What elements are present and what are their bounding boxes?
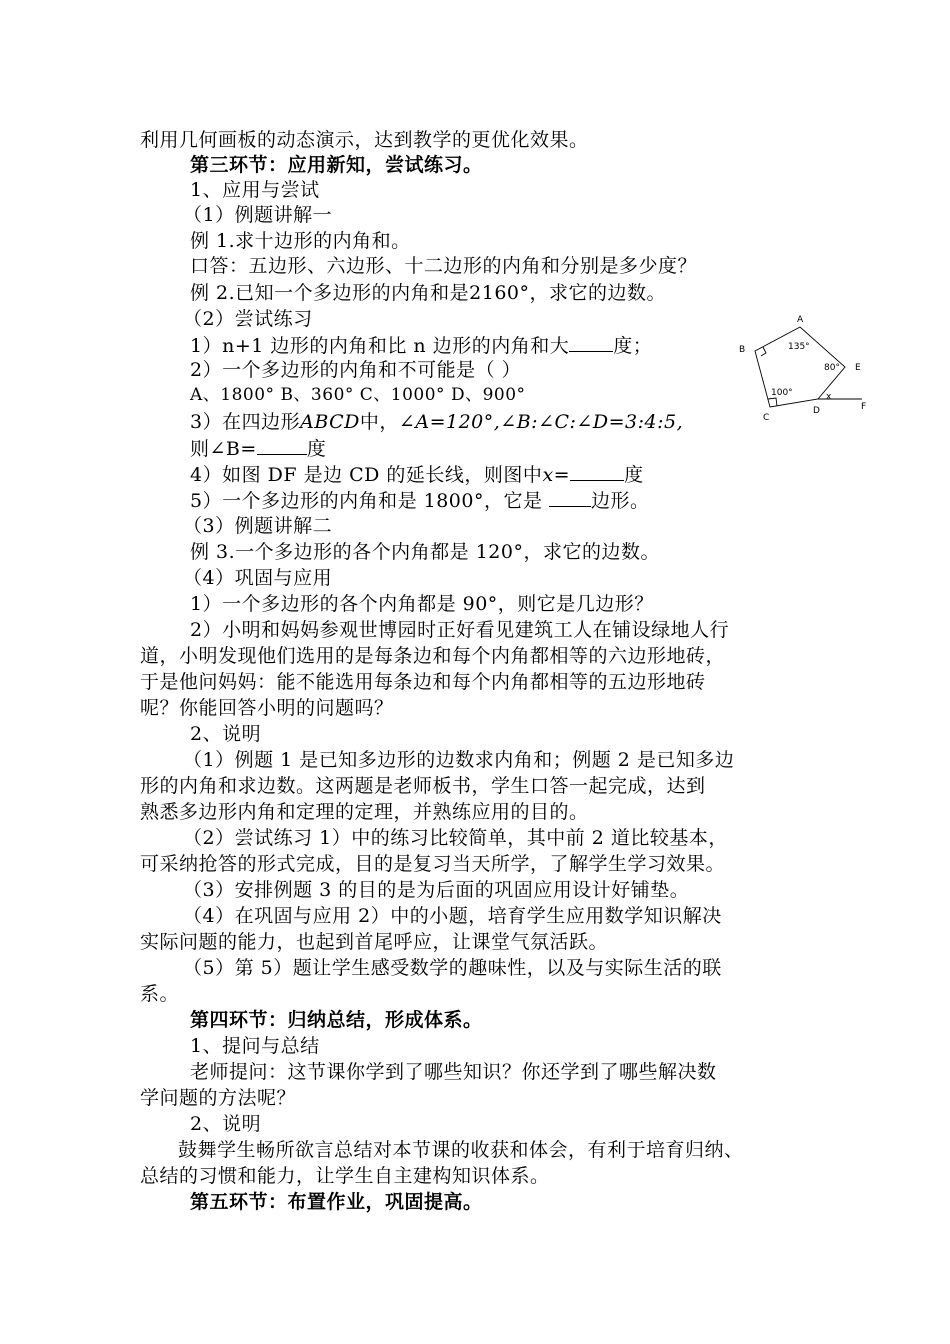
- practice-4-suffix: 度: [624, 464, 644, 486]
- practice-5-suffix: 边形。: [591, 490, 650, 512]
- label-c: C: [763, 413, 770, 423]
- line-practice-1: [190, 333, 652, 358]
- line-practice-2-options: A、1800° B、360° C、1000° D、900°: [190, 385, 526, 405]
- line-oral-answer: 口答：五边形、六边形、十二边形的内角和分别是多少度？: [190, 255, 698, 277]
- line-example-2: 例 2.已知一个多边形的内角和是2160°，求它的边数。: [190, 282, 667, 304]
- label-x: x: [826, 392, 832, 402]
- practice-4-text: 4）如图 DF 是边 CD 的延长线，则图中: [190, 464, 543, 486]
- line-example-3-heading: （3）例题讲解二: [183, 515, 333, 537]
- label-e: E: [855, 363, 861, 373]
- practice-4-x: x=: [542, 464, 571, 486]
- section-4-heading: 第四环节：归纳总结，形成体系。: [190, 1009, 483, 1031]
- line-explain-4b: 实际问题的能力，也起到首尾呼应，让课堂气氛活跃。: [140, 931, 609, 953]
- line-practice-5: [190, 488, 650, 513]
- line-consolidate-2c: 于是他问妈妈：能不能选用每条边和每个内角都相等的五边形地砖: [140, 671, 706, 693]
- line-intro: 利用几何画板的动态演示，达到教学的更优化效果。: [140, 129, 589, 151]
- line-practice-4: [190, 462, 644, 487]
- practice-5-text: 5）一个多边形的内角和是 1800°，它是: [190, 490, 543, 512]
- line-explain-3: （3）安排例题 3 的目的是为后面的巩固应用设计好铺垫。: [183, 879, 690, 901]
- line-practice-heading: （2）尝试练习: [183, 308, 313, 330]
- line-consolidate-2a: 2）小明和妈妈参观世博园时正好看见建筑工人在铺设绿地人行: [190, 619, 730, 641]
- angle-100: 100°: [771, 388, 793, 398]
- practice-3b-text: 则∠B=: [190, 438, 257, 460]
- line-explain-2a: （2）尝试练习 1）中的练习比较简单，其中前 2 道比较基本，: [183, 827, 728, 849]
- practice-3-text: 3）在四边形: [190, 411, 301, 433]
- line-example-3: 例 3.一个多边形的各个内角都是 120°，求它的边数。: [190, 541, 660, 563]
- label-f: F: [861, 402, 867, 412]
- line-teacher-question-a: 老师提问：这节课你学到了哪些知识？你还学到了哪些解决数: [190, 1061, 717, 1083]
- line-teacher-question-b: 学问题的方法呢？: [140, 1087, 297, 1109]
- angle-80: 80°: [824, 363, 840, 373]
- line-consolidate-heading: （4）巩固与应用: [183, 567, 333, 589]
- label-a: A: [797, 315, 804, 325]
- practice-3b-blank: [257, 436, 307, 455]
- pentagon-figure: [735, 305, 875, 425]
- practice-3-abcd: ABCD: [300, 411, 360, 433]
- line-encourage-b: 总结的习惯和能力，让学生自主建构知识体系。: [140, 1165, 550, 1187]
- practice-3-formula: ∠A=120°,∠B:∠C:∠D=3:4:5,: [398, 411, 684, 433]
- practice-1-blank: [569, 333, 613, 352]
- line-explain-1b: 形的内角和求边数。这两题是老师板书，学生口答一起完成，达到: [140, 775, 706, 797]
- label-d: D: [813, 406, 820, 416]
- line-encourage-a: 鼓舞学生畅所欲言总结对本节课的收获和体会，有利于培育归纳、: [178, 1139, 744, 1161]
- line-explain-5b: 系。: [140, 983, 180, 1005]
- practice-5-blank: [549, 488, 591, 507]
- label-b: B: [739, 345, 746, 355]
- line-explain-1a: （1）例题 1 是已知多边形的边数求内角和；例题 2 是已知多边: [183, 749, 735, 771]
- practice-1-text: 1）n+1 边形的内角和比 n 边形的内角和大: [190, 335, 570, 357]
- line-explain-heading: 2、说明: [190, 723, 262, 745]
- practice-4-blank: [570, 462, 624, 481]
- practice-1-suffix: 度；: [613, 335, 653, 357]
- line-explain-1c: 熟悉多边形内角和定理的定理，并熟练应用的目的。: [140, 801, 589, 823]
- line-apply-try: 1、应用与尝试: [190, 179, 320, 201]
- line-explain-4a: （4）在巩固与应用 2）中的小题，培育学生应用数学知识解决: [183, 905, 722, 927]
- line-practice-3-b: [190, 436, 326, 461]
- line-practice-2: 2）一个多边形的内角和不可能是（ ）: [190, 359, 522, 381]
- practice-3b-suffix: 度: [306, 438, 327, 460]
- line-explain-heading-2: 2、说明: [190, 1113, 262, 1135]
- angle-135: 135°: [788, 342, 810, 352]
- line-question-summary: 1、提问与总结: [190, 1035, 320, 1057]
- line-practice-3: [190, 410, 683, 434]
- angle-mark-b: [761, 347, 766, 356]
- line-consolidate-1: 1）一个多边形的各个内角都是 90°，则它是几边形？: [190, 593, 654, 615]
- line-example-1-heading: （1）例题讲解一: [183, 204, 333, 226]
- line-explain-2b: 可采纳抢答的形式完成，目的是复习当天所学，了解学生学习效果。: [140, 853, 726, 875]
- section-5-heading: 第五环节：布置作业，巩固提高。: [190, 1191, 483, 1213]
- line-consolidate-2b: 道，小明发现他们选用的是每条边和每个内角都相等的六边形地砖，: [140, 645, 726, 667]
- section-3-heading: 第三环节：应用新知，尝试练习。: [190, 154, 483, 176]
- practice-3-mid: 中，: [359, 411, 399, 433]
- line-example-1: 例 1.求十边形的内角和。: [190, 230, 411, 252]
- line-consolidate-2d: 呢？你能回答小明的问题吗？: [140, 697, 394, 719]
- line-explain-5a: （5）第 5）题让学生感受数学的趣味性，以及与实际生活的联: [183, 957, 722, 979]
